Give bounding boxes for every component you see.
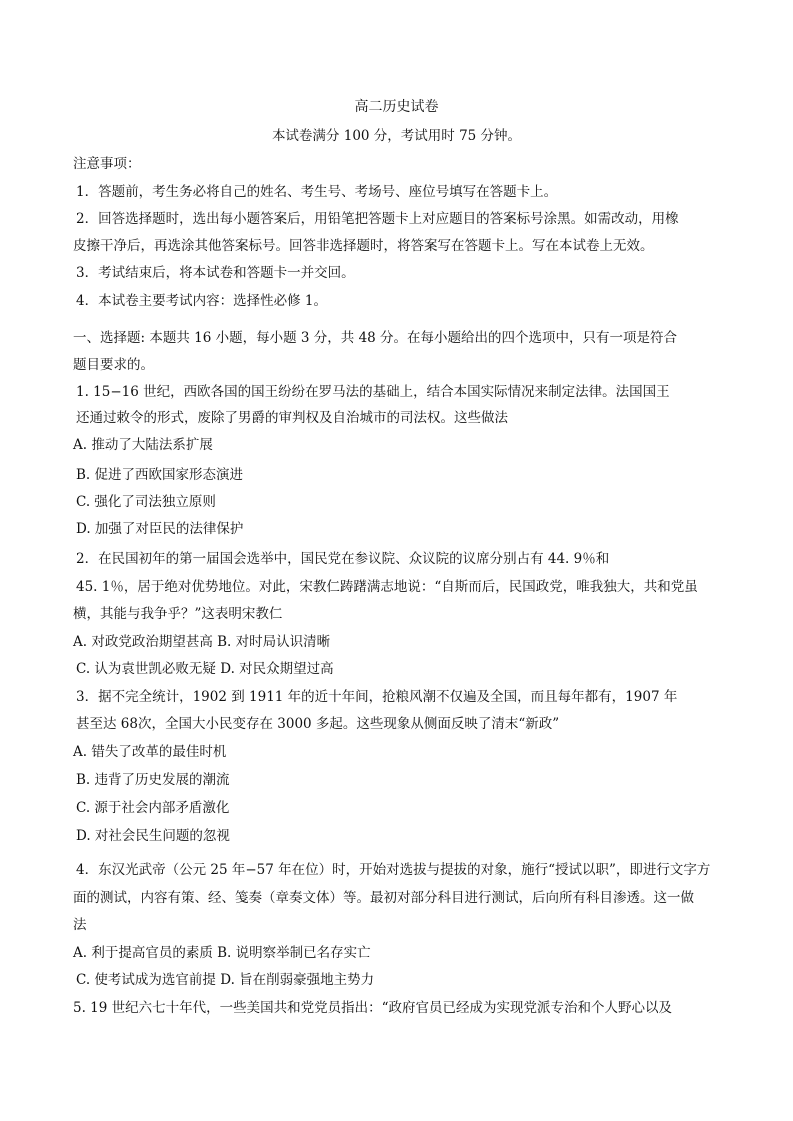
exam-info: 本试卷满分 100 分，考试用时 75 分钟。 (271, 128, 522, 144)
notice-item: 4．本试卷主要考试内容：选择性必修 1。 (76, 293, 327, 309)
notice-item-continued: 皮擦干净后，再选涂其他答案标号。回答非选择题时，将答案写在答题卡上。写在本试卷上无效。 (73, 238, 654, 254)
question-2-stem-continued: 横，其能与我争乎？”这表明宋教仁 (73, 606, 283, 622)
question-2-stem: 2．在民国初年的第一届国会选举中，国民党在参议院、众议院的议席分别占有 44. 9％和 (76, 551, 610, 567)
notice-item: 2．回答选择题时，选出每小题答案后，用铅笔把答题卡上对应题目的答案标号涂黑。如需改动，用橡 (76, 211, 679, 227)
question-3-stem-continued: 甚至达 68次，全国大小民变存在 3000 多起。这些现象从侧面反映了清末“新政” (76, 716, 560, 732)
question-1-option-c: C. 强化了司法独立原则 (76, 494, 216, 510)
question-1-stem: 1. 15−16 世纪，西欧各国的国王纷纷在罗马法的基础上，结合本国实际情况来制定法律。法国国王 (76, 384, 670, 400)
question-3-option-b: B. 违背了历史发展的潮流 (76, 772, 230, 788)
question-1-stem-continued: 还通过敕令的形式，废除了男爵的审判权及自治城市的司法权。这些做法 (76, 410, 508, 426)
section-heading: 一、选择题: 本题共 16 小题，每小题 3 分，共 48 分。在每小题给出的四个选项中，只有一项是符合 (73, 330, 678, 346)
question-4-stem: 4．东汉光武帝（公元 25 年−57 年在位）时，开始对选拔与提拔的对象，施行“授试以职”，即进行文字方 (76, 862, 711, 878)
question-1-option-a: A. 推动了大陆法系扩展 (73, 437, 213, 453)
question-2-stem-continued: 45. 1％，居于绝对优势地位。对此，宋教仁踌躇满志地说：“自斯而后，民国政党，唯我独大，共和党虽 (76, 579, 698, 595)
question-4-stem-continued: 法 (73, 917, 87, 933)
question-2-options-ab: A. 对政党政治期望甚高 B. 对时局认识清晰 (73, 634, 331, 650)
question-3-option-c: C. 源于社会内部矛盾激化 (76, 800, 230, 816)
question-3-option-a: A. 错失了改革的最佳时机 (73, 744, 227, 760)
question-4-stem-continued: 面的测试，内容有策、经、笺奏（章奏文体）等。最初对部分科目进行测试，后向所有科目渗透。这一做 (73, 890, 694, 906)
notice-heading: 注意事项： (73, 156, 141, 172)
question-1-option-d: D. 加强了对臣民的法律保护 (76, 521, 244, 537)
page-title: 高二历史试卷 (354, 99, 439, 115)
question-4-options-ab: A. 利于提高官员的素质 B. 说明察举制已名存实亡 (73, 945, 371, 961)
section-heading-continued: 题目要求的。 (73, 357, 154, 373)
question-1-option-b: B. 促进了西欧国家形态演进 (76, 467, 244, 483)
notice-item: 3．考试结束后，将本试卷和答题卡一并交回。 (76, 265, 355, 281)
notice-item: 1．答题前，考生务必将自己的姓名、考生号、考场号、座位号填写在答题卡上。 (76, 184, 558, 200)
question-3-option-d: D. 对社会民生问题的忽视 (76, 828, 230, 844)
question-4-options-cd: C. 使考试成为选官前提 D. 旨在削弱豪强地主势力 (76, 972, 375, 988)
question-5-stem: 5. 19 世纪六七十年代，一些美国共和党党员指出：“政府官员已经成为实现党派专治和个人野心以及 (73, 1000, 673, 1016)
question-2-options-cd: C. 认为袁世凯必败无疑 D. 对民众期望过高 (76, 661, 334, 677)
question-3-stem: 3．据不完全统计，1902 到 1911 年的近十年间，抢粮风潮不仅遍及全国，而且每年都有，1907 年 (76, 689, 678, 705)
